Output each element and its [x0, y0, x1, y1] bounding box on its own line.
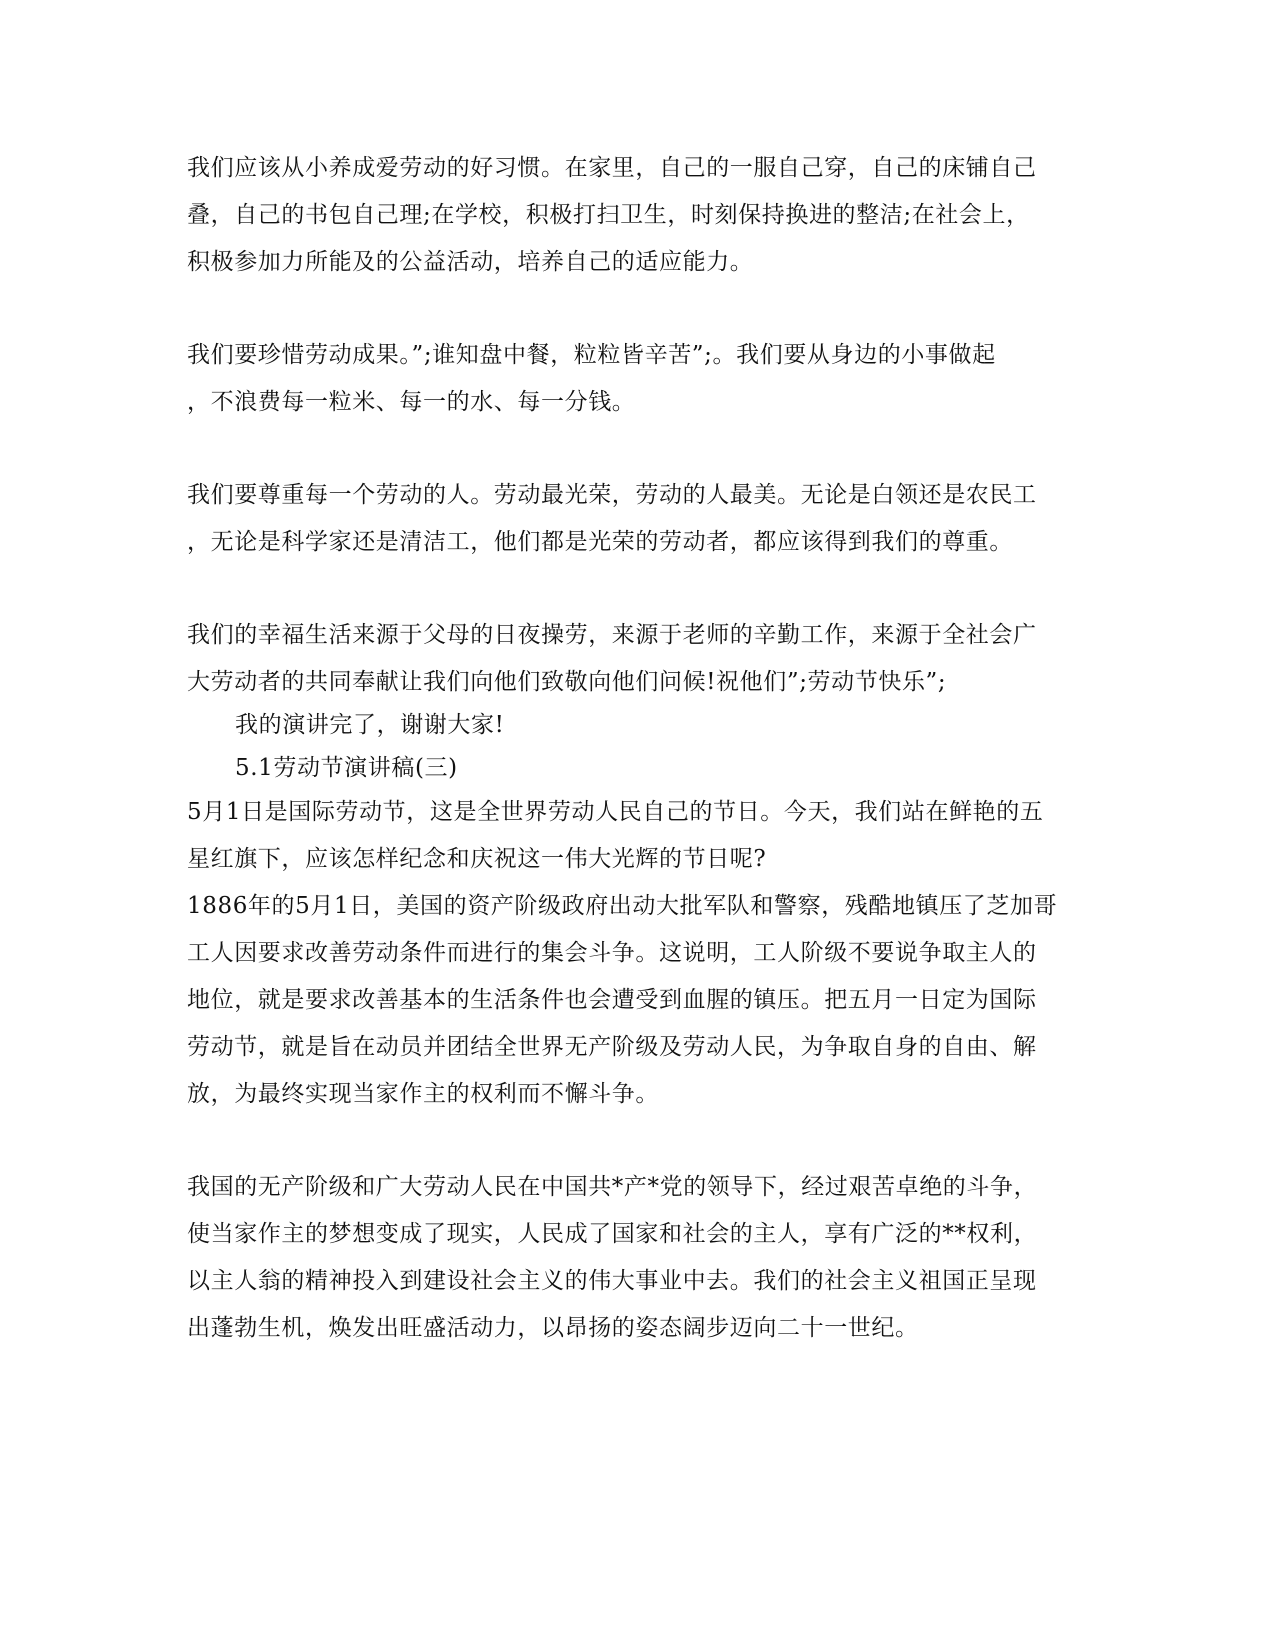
- text-line: 我国的无产阶级和广大劳动人民在中国共*产*党的领导下，经过艰苦卓绝的斗争，: [187, 1174, 1038, 1200]
- text-line: 劳动节，就是旨在动员并团结全世界无产阶级及劳动人民，为争取自身的自由、解: [187, 1034, 1037, 1060]
- text-line: ，无论是科学家还是清洁工，他们都是光荣的劳动者，都应该得到我们的尊重。: [187, 529, 1013, 555]
- text-line: 我们要尊重每一个劳动的人。劳动最光荣，劳动的人最美。无论是白领还是农民工: [187, 482, 1037, 508]
- text-line: 我们要珍惜劳动成果。”;谁知盘中餐，粒粒皆辛苦”;。我们要从身边的小事做起: [187, 342, 996, 368]
- text-line: 出蓬勃生机，焕发出旺盛活动力，以昂扬的姿态阔步迈向二十一世纪。: [187, 1315, 919, 1341]
- text-line: 使当家作主的梦想变成了现实，人民成了国家和社会的主人，享有广泛的**权利，: [187, 1221, 1038, 1247]
- text-line: 大劳动者的共同奉献让我们向他们致敬向他们问候!祝他们”;劳动节快乐”;: [187, 669, 947, 695]
- text-line: 积极参加力所能及的公益活动，培养自己的适应能力。: [187, 249, 754, 275]
- text-line: ，不浪费每一粒米、每一的水、每一分钱。: [187, 389, 636, 415]
- text-line: 叠，自己的书包自己理;在学校，积极打扫卫生，时刻保持换进的整洁;在社会上，: [187, 202, 1030, 228]
- text-line: 星红旗下，应该怎样纪念和庆祝这一伟大光辉的节日呢?: [187, 846, 767, 872]
- section-title: 5.1劳动节演讲稿(三): [235, 755, 458, 781]
- text-line: 我们的幸福生活来源于父母的日夜操劳，来源于老师的辛勤工作，来源于全社会广: [187, 622, 1037, 648]
- text-line: 放，为最终实现当家作主的权利而不懈斗争。: [187, 1081, 659, 1107]
- text-line: 1886年的5月1日，美国的资产阶级政府出动大批军队和警察，残酷地镇压了芝加哥: [187, 893, 1058, 919]
- text-line: 工人因要求改善劳动条件而进行的集会斗争。这说明，工人阶级不要说争取主人的: [187, 940, 1037, 966]
- text-line: 地位，就是要求改善基本的生活条件也会遭受到血腥的镇压。把五月一日定为国际: [187, 987, 1037, 1013]
- text-line: 以主人翁的精神投入到建设社会主义的伟大事业中去。我们的社会主义祖国正呈现: [187, 1268, 1037, 1294]
- text-line: 我们应该从小养成爱劳动的好习惯。在家里，自己的一服自己穿，自己的床铺自己: [187, 155, 1037, 181]
- text-line: 我的演讲完了，谢谢大家!: [235, 712, 505, 738]
- text-line: 5月1日是国际劳动节，这是全世界劳动人民自己的节日。今天，我们站在鲜艳的五: [187, 799, 1044, 825]
